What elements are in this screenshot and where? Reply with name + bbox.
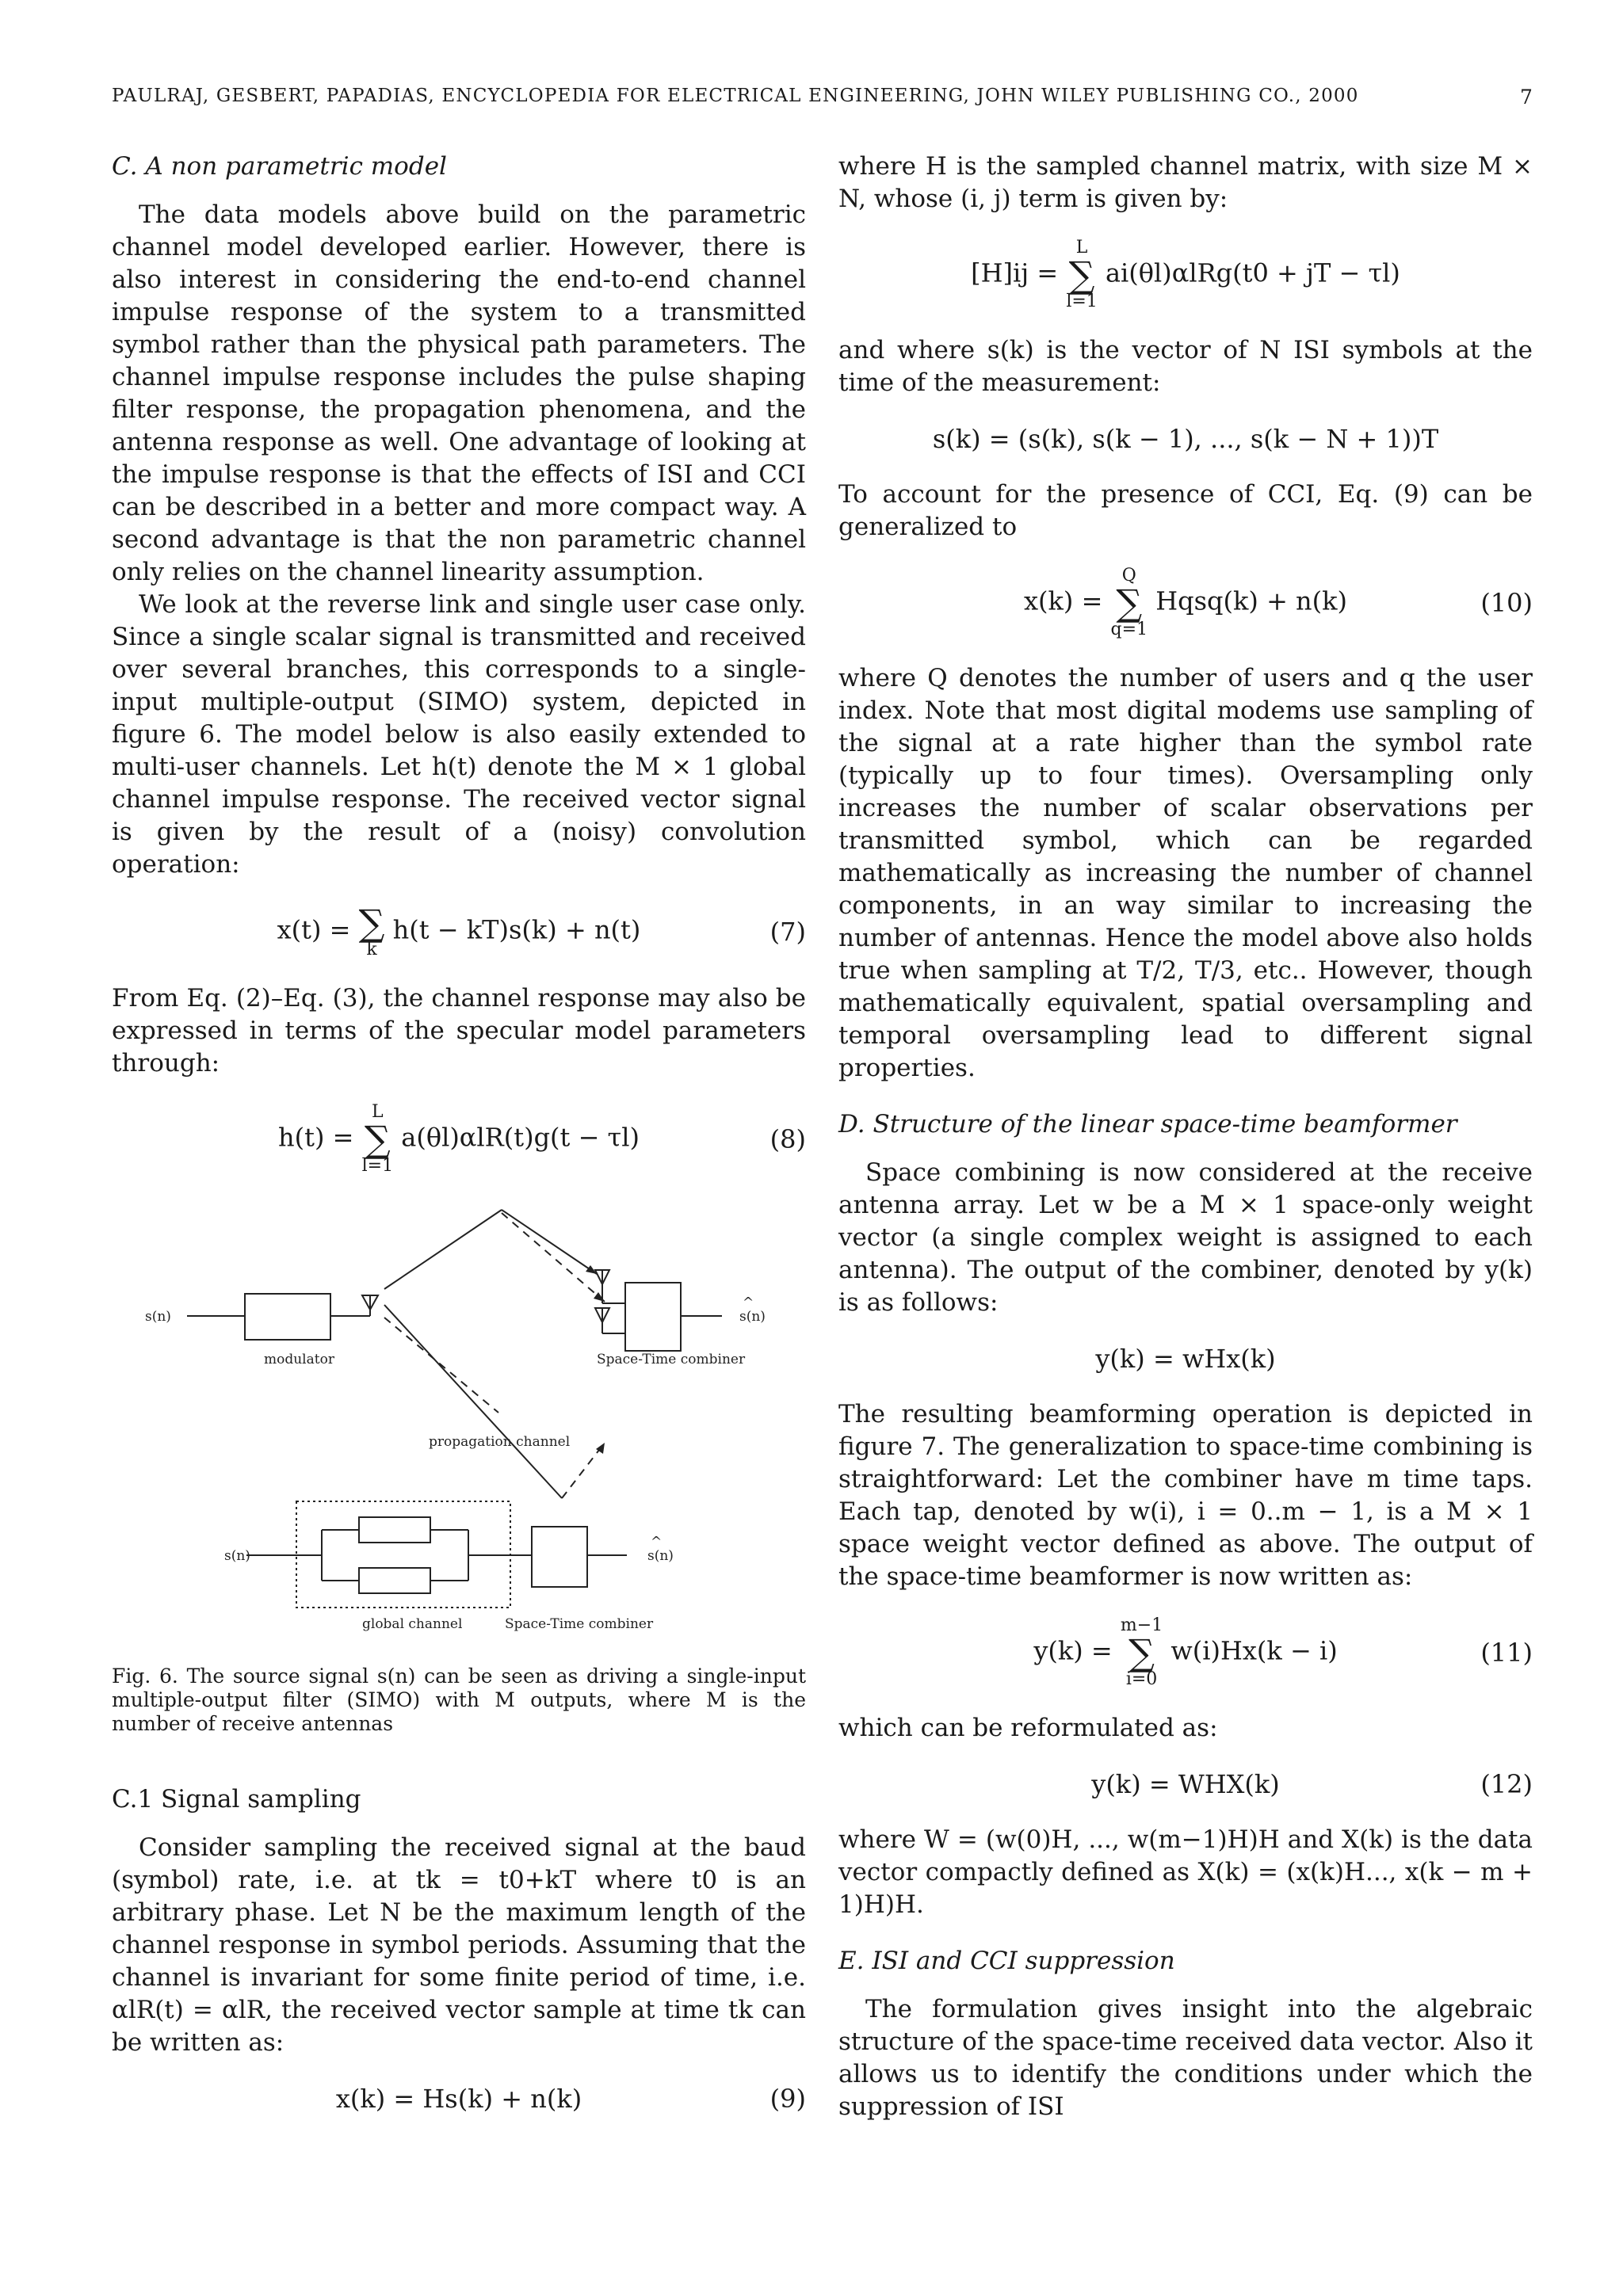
fig-label-hat-bottom: ^ [651,1534,663,1550]
paragraph: We look at the reverse link and single user case only. Since a single scalar signal is transmitted and received over several branches, this corresponds to a single-input multiple-output (SIMO) system, depicted in figure 6. The model below is also easily extended to multi-user channels. Let h(t) denote the M × 1 global channel impulse response. The received vector signal is given by the result of a (noisy) convolution operation: [112,590,806,879]
section-d-title: D. Structure of the linear space-time beamformer [838,1110,1457,1138]
fig-label-global-channel: global channel [362,1616,463,1632]
equation-number: (11) [1480,1638,1533,1668]
paragraph: where H is the sampled channel matrix, with size M × N, whose (i, j) term is given by: [838,152,1533,213]
fig-label-stc-bottom: Space-Time combiner [505,1616,654,1632]
equation-number: (10) [1480,588,1533,618]
modulator-box [245,1294,330,1340]
section-c-title: C. A non parametric model [112,152,447,181]
left-column [112,151,806,2138]
paragraph: Consider sampling the received signal at the baud (symbol) rate, i.e. at tk = t0+kT where t0 is an arbitrary phase. Let N be the maximum length of the channel response in symbol periods. Assuming that the channel is invariant for some finite period of time, i.e. αlR(t) = αlR, the received vector sample at time tk can be written as: [112,1833,806,2057]
running-header: PAULRAJ, GESBERT, PAPADIAS, ENCYCLOPEDIA FOR ELECTRICAL ENGINEERING, JOHN WILEY PUBLISHING CO., 2000 [112,86,1359,106]
equation-11: y(k) = m−1 ∑ i=0 w(i)Hx(k − i) (11) [1033,1615,1533,1689]
equation-number: (8) [769,1124,806,1154]
subsection-c1-title: C.1 Signal sampling [112,1785,361,1814]
equation-number: (12) [1480,1769,1533,1799]
simo-diagram [112,1207,806,1650]
paragraph: Space combining is now considered at the receive antenna array. Let w be a M × 1 space-only weight vector (a single complex weight is assigned to each antenna). The output of the combiner, denoted by y(k) is as follows: [838,1158,1533,1317]
paragraph: The data models above build on the parametric channel model developed earlier. However, there is also interest in considering the end-to-end channel impulse response of the system to a transmitted symbol rather than the physical path parameters. The channel impulse response includes the pulse shaping filter response, the propagation phenomena, and the antenna response as well. One advantage of looking at the impulse response is that the effects of ISI and CCI can be described in a better and more compact way. A second advantage is that the non parametric channel only relies on the channel linearity assumption. [112,200,806,586]
paragraph: which can be reformulated as: [838,1714,1218,1742]
page-number: 7 [1520,86,1533,109]
equation-number: (7) [769,917,806,947]
equation-y: y(k) = wHx(k) [1095,1344,1276,1374]
paragraph: The resulting beamforming operation is depicted in figure 7. The generalization to space-time combining is straightforward: Let the combiner have m time taps. Each tap, denoted by w(i), i = 0..m − 1, is a M × 1 space weight vector defined as above. The output of the space-time beamformer is now written as: [838,1400,1533,1591]
equation-10: x(k) = Q ∑ q=1 Hqsq(k) + n(k) (10) [1023,566,1533,639]
fig-label-sn-bottom: s(n) [224,1548,250,1564]
fig-label-shat-top: s(n) [739,1309,766,1325]
figure-6 [112,1207,806,1736]
fig-label-propagation: propagation channel [429,1434,571,1450]
equation-9: x(k) = Hs(k) + n(k) (9) [335,2084,806,2114]
paragraph: From Eq. (2)–Eq. (3), the channel response may also be expressed in terms of the specular model parameters through: [112,984,806,1077]
space-time-combiner-box [625,1283,681,1351]
paragraph: where Q denotes the number of users and q the user index. Note that most digital modems use sampling of the signal at a rate higher than the symbol rate (typically up to four times). Oversampling only increases the number of scalar observations per transmitted symbol, which can be regarded mathematically as increasing the number of channel components, in an way similar to increasing the number of antennas. Hence the model above also holds true when sampling at T/2, T/3, etc.. However, though mathematically equivalent, spatial oversampling and temporal oversampling lead to different signal properties. [838,664,1533,1082]
fig-label-sn-top: s(n) [145,1309,171,1325]
fig-label-hat: ^ [743,1295,754,1310]
fig-label-modulator: modulator [264,1352,334,1367]
space-time-combiner-box-bottom [532,1527,587,1587]
paragraph: The formulation gives insight into the algebraic structure of the space-time received data vector. Also it allows us to identify the conditions under which the suppression of ISI [838,1995,1533,2121]
paragraph: To account for the presence of CCI, Eq. (9) can be generalized to [838,480,1533,541]
section-e-title: E. ISI and CCI suppression [838,1947,1175,1975]
equation-s-vector: s(k) = (s(k), s(k − 1), ..., s(k − N + 1))T [932,424,1439,454]
equation-number: (9) [769,2084,806,2114]
equation-7: x(t) = ∑ k h(t − kT)s(k) + n(t) (7) [277,902,806,959]
equation-12: y(k) = WHX(k) (12) [1091,1769,1533,1799]
figure-caption: Fig. 6. The source signal s(n) can be seen as driving a single-input multiple-output filter (SIMO) with M outputs, where M is the number of receive antennas [112,1665,806,1735]
equation-8: h(t) = L ∑ l=1 a(θl)αlR(t)g(t − τl) (8) [278,1102,806,1176]
equation-h-matrix: [H]ij = L ∑ l=1 ai(θl)αlRg(t0 + jT − τl) [971,238,1400,311]
fig-label-shat-bottom: s(n) [647,1548,674,1564]
right-column [838,151,1533,2123]
paragraph: and where s(k) is the vector of N ISI symbols at the time of the measurement: [838,336,1533,397]
fig-label-stc-top: Space-Time combiner [597,1352,746,1367]
paragraph: where W = (w(0)H, ..., w(m−1)H)H and X(k) is the data vector compactly defined as X(k) = (x(k)H..., x(k − m + 1)H)H. [838,1825,1533,1919]
